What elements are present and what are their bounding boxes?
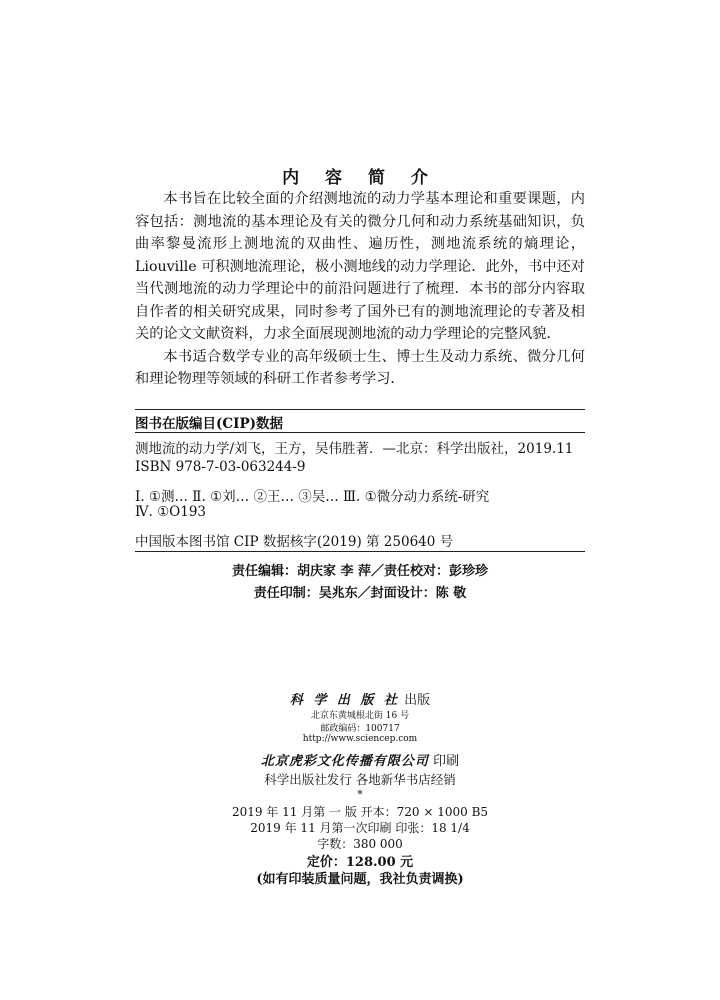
cip-heading-rule (135, 432, 585, 433)
cip-bottom-rule (135, 551, 585, 552)
printer-line (0, 750, 720, 769)
cip-isbn: ISBN 978-7-03-063244-9 (135, 459, 306, 475)
cip-main-entry: 测地流的动力学/刘飞，王方，吴伟胜著．—北京：科学出版社，2019.11 (135, 441, 574, 457)
printing-line: 2019 年 11 月第一次印刷 印张：18 1/4 (250, 821, 470, 835)
page-title: 内 容 简 介 (282, 168, 438, 188)
publisher-line (0, 689, 720, 708)
summary-body (135, 188, 585, 391)
edition-line: 2019 年 11 月第 一 版 开本：720 × 1000 B5 (231, 805, 489, 819)
printer-suffix: 印刷 (433, 754, 460, 769)
publisher-logo-text: 科 学 出 版 社 (289, 693, 400, 708)
credits-production: 责任印制：吴兆东／封面设计：陈 敬 (253, 586, 467, 601)
summary-paragraph-2: 本书适合数学专业的高年级硕士生、博士生及动力系统、微分几何和理论物理等领域的科研工作者参考学习． (135, 348, 585, 387)
quality-note: (如有印装质量问题，我社负责调换) (256, 872, 464, 887)
cip-top-rule (135, 409, 585, 410)
summary-paragraph-1: 本书旨在比较全面的介绍测地流的动力学基本理论和重要课题，内容包括：测地流的基本理论及有关的微分几何和动力系统基础知识，负曲率黎曼流形上测地流的双曲性、遍历性，测地流系统的熵理论，Liouville 可积测地流理论，极小测地线的动力学理论．此外，书中还对当代测地流的动力学理论中的前沿问题进行了梳理．本书的部分内容取自作者的相关研究成果，同时参考了国外已有的测地流理论的专著及相关的论文文献资料，力求全面展现测地流的动力学理论的完整风貌． (135, 191, 585, 342)
printer-name: 北京虎彩文化传播有限公司 (260, 754, 429, 769)
publisher-postcode: 邮政编码：100717 (320, 724, 400, 734)
publisher-suffix: 出版 (404, 693, 431, 708)
publisher-address: 北京东黄城根北街 16 号 (310, 711, 410, 721)
word-count: 字数：380 000 (317, 837, 403, 851)
publisher-website: http://www.sciencep.com (302, 734, 418, 744)
separator-star: * (357, 788, 363, 801)
credits-editors: 责任编辑：胡庆家 李 萍／责任校对：彭珍珍 (231, 564, 489, 579)
cip-record-number: 中国版本图书馆 CIP 数据核字(2019) 第 250640 号 (135, 534, 454, 550)
cip-classification: Ⅰ. ①测… Ⅱ. ①刘… ②王… ③吴… Ⅲ. ①微分动力系统-研究 (135, 489, 490, 505)
cip-classification-2: Ⅳ. ①O193 (135, 504, 207, 520)
cip-heading: 图书在版编目(CIP)数据 (135, 416, 283, 432)
price: 定价：128.00 元 (306, 855, 414, 870)
distribution-line: 科学出版社发行 各地新华书店经销 (264, 772, 456, 787)
